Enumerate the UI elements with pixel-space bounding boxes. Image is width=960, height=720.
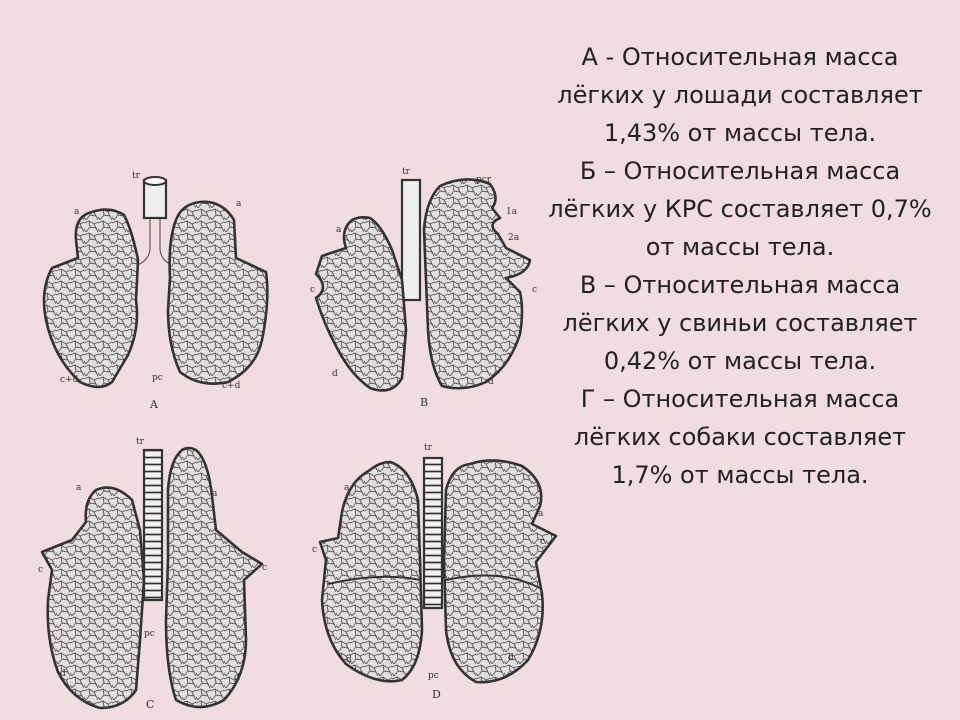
label-pcr: pcr <box>476 175 492 185</box>
caption-b: B <box>420 396 429 409</box>
label-c-right: c <box>540 537 546 547</box>
text-line: Г – Относительная масса <box>580 385 900 413</box>
label-tr: tr <box>402 167 410 177</box>
label-tr: tr <box>132 171 140 181</box>
text-line: лёгких у лошади составляет <box>557 81 923 109</box>
label-a-right: a <box>212 489 218 499</box>
label-c-left: c <box>38 565 44 575</box>
caption-c: C <box>146 698 155 711</box>
label-pc: pc <box>152 373 163 383</box>
label-tr: tr <box>136 437 144 447</box>
caption-d: D <box>432 688 441 701</box>
panel-a-horse-lungs <box>44 171 267 411</box>
label-a: a <box>336 225 342 235</box>
label-a-left: a <box>344 483 350 493</box>
label-cd-right: c+d <box>222 381 241 391</box>
description-text <box>545 38 935 494</box>
panel-d-dog-lungs <box>312 443 556 701</box>
text-line: лёгких собаки составляет <box>573 423 907 451</box>
label-d-left: d <box>346 655 352 665</box>
text-line: лёгких у КРС составляет 0,7% <box>548 195 932 223</box>
label-pc: pc <box>428 671 439 681</box>
label-tr: tr <box>424 443 432 453</box>
label-a-left: a <box>74 207 80 217</box>
caption-a: A <box>150 398 158 411</box>
text-line: 1,43% от массы тела. <box>603 119 877 147</box>
text-line: 1,7% от массы тела. <box>611 461 869 489</box>
label-c-left: c <box>310 285 316 295</box>
label-pc: pc <box>144 629 155 639</box>
label-d-right: d <box>508 653 514 663</box>
label-a-right: a <box>236 199 242 209</box>
paragraph-d-dog <box>545 380 935 494</box>
text-line: 0,42% от массы тела. <box>603 347 877 375</box>
label-d-right: d <box>488 377 494 387</box>
label-c-right: c <box>532 285 538 295</box>
text-line: от массы тела. <box>645 233 835 261</box>
lungs-figure <box>0 160 560 720</box>
label-1a: 1a <box>506 207 518 217</box>
label-a-right: a <box>538 509 544 519</box>
text-line: Б – Относительная масса <box>579 157 901 185</box>
label-d-left: d <box>60 669 66 679</box>
label-a-left: a <box>76 483 82 493</box>
text-line: лёгких у свиньи составляет <box>562 309 918 337</box>
text-line: А - Относительная масса <box>581 43 899 71</box>
paragraph-a-horse <box>545 38 935 152</box>
label-cd-left: c+d <box>60 375 79 385</box>
panel-b-ox-lungs <box>310 167 537 409</box>
text-line: В – Относительная масса <box>579 271 901 299</box>
panel-c-pig-lungs <box>38 437 267 711</box>
paragraph-b-cattle <box>545 152 935 266</box>
label-d-right: d <box>234 673 240 683</box>
label-c-right: c <box>262 563 268 573</box>
label-2a: 2a <box>508 233 520 243</box>
paragraph-c-pig <box>545 266 935 380</box>
label-c-left: c <box>312 545 318 555</box>
label-d-left: d <box>332 369 338 379</box>
